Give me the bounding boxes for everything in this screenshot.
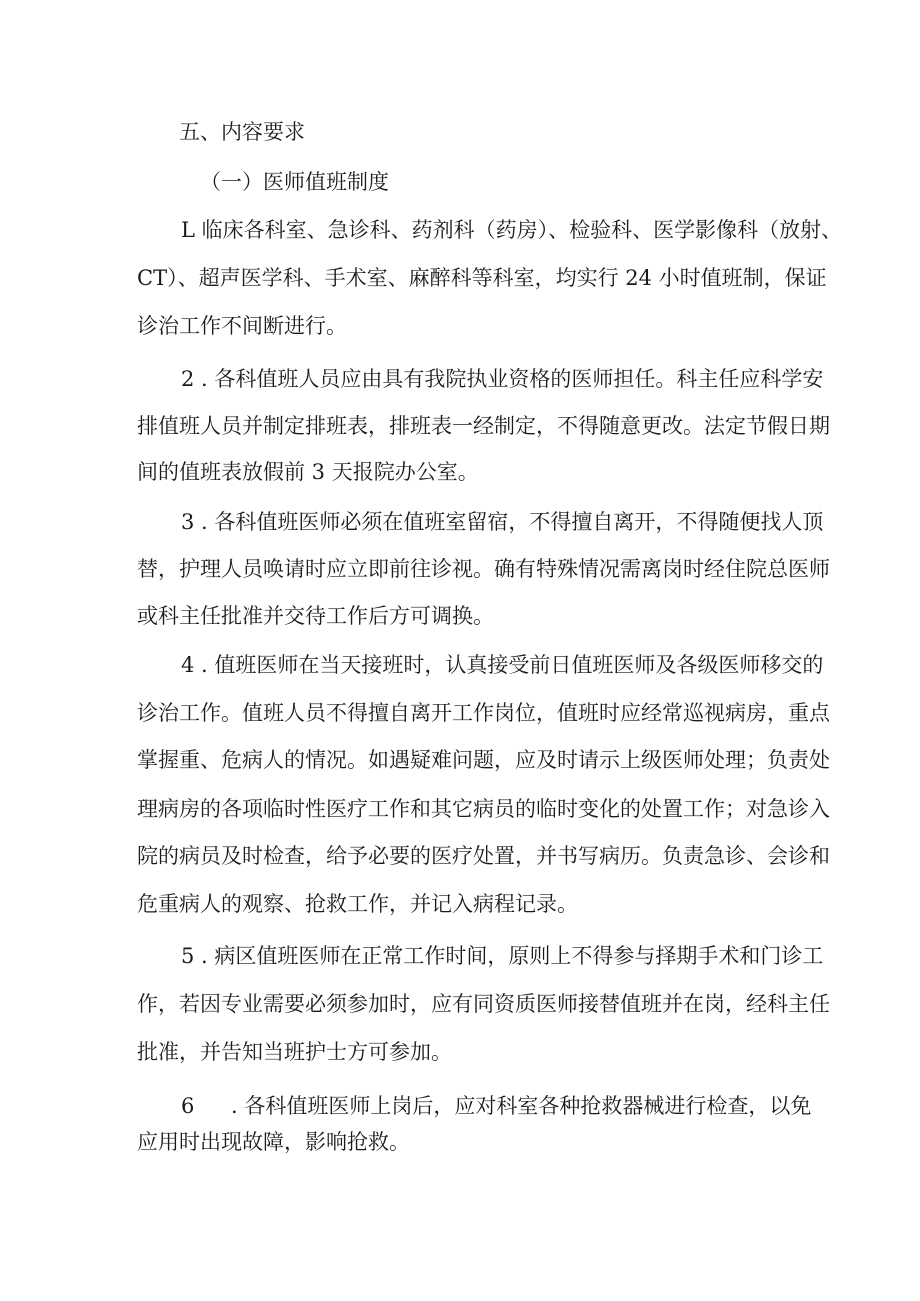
paragraph-5-line-2: 作，若因专业需要必须参加时，应有同资质医师接替值班并在岗，经科主任 <box>137 992 830 1016</box>
paragraph-4-line-6: 危重病人的观察、抢救工作，并记入病程记录。 <box>137 892 578 916</box>
paragraph-1-line-3: 诊治工作不间断进行。 <box>137 314 347 338</box>
paragraph-4-line-1: 4 . 值班医师在当天接班时，认真接受前日值班医师及各级医师移交的 <box>181 653 824 677</box>
paragraph-4-line-5: 院的病员及时检查，给予必要的医疗处置，并书写病历。负责急诊、会诊和 <box>137 844 830 868</box>
paragraph-4-line-3: 掌握重、危病人的情况。如遇疑难问题，应及时请示上级医师处理；负责处 <box>137 748 830 772</box>
paragraph-3-line-2: 替，护理人员唤请时应立即前往诊视。确有特殊情况需离岗时经住院总医师 <box>137 557 830 581</box>
paragraph-4-line-2: 诊治工作。值班人员不得擅自离开工作岗位，值班时应经常巡视病房，重点 <box>137 701 830 725</box>
paragraph-4-line-4: 理病房的各项临时性医疗工作和其它病员的临时变化的处置工作；对急诊入 <box>137 797 830 821</box>
paragraph-1-line-2: CT）、超声医学科、手术室、麻醉科等科室，均实行 24 小时值班制，保证 <box>137 266 827 290</box>
paragraph-6-line-2: 应用时出现故障，影响抢救。 <box>137 1130 410 1154</box>
paragraph-5-line-1: 5 . 病区值班医师在正常工作时间，原则上不得参与择期手术和门诊工 <box>181 944 824 968</box>
paragraph-3-line-1: 3 . 各科值班医师必须在值班室留宿，不得擅自离开，不得随便找人顶 <box>181 510 824 534</box>
paragraph-2-line-2: 排值班人员并制定排班表，排班表一经制定，不得随意更改。法定节假日期 <box>137 414 830 438</box>
paragraph-2-line-1: 2 . 各科值班人员应由具有我院执业资格的医师担任。科主任应科学安 <box>181 367 824 391</box>
subsection-heading: （一）医师值班制度 <box>200 170 389 194</box>
section-heading: 五、内容要求 <box>179 120 305 144</box>
paragraph-5-line-3: 批准，并告知当班护士方可参加。 <box>137 1040 452 1064</box>
paragraph-3-line-3: 或科主任批准并交待工作后方可调换。 <box>137 604 494 628</box>
paragraph-6-line-1: . 各科值班医师上岗后，应对科室各种抢救器械进行检查，以免 <box>231 1094 812 1118</box>
paragraph-1-line-1: L 临床各科室、急诊科、药剂科（药房）、检验科、医学影像科（放射、 <box>181 218 843 242</box>
paragraph-2-line-3: 间的值班表放假前 3 天报院办公室。 <box>137 460 479 484</box>
paragraph-6-number: 6 <box>181 1094 195 1118</box>
